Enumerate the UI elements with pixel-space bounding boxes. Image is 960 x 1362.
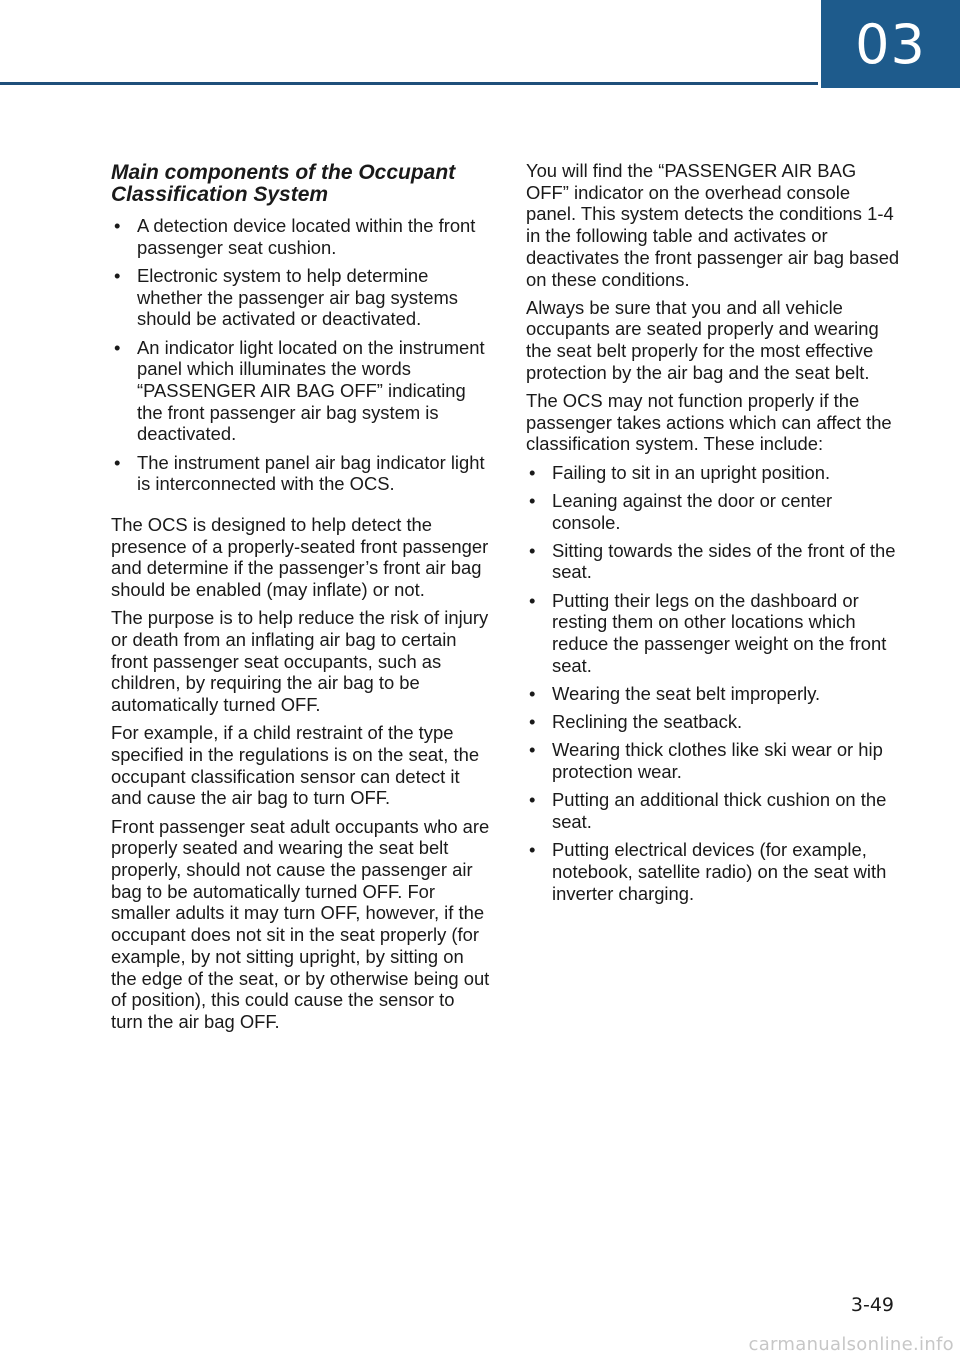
- body-paragraph: Always be sure that you and all vehicle occupants are seated properly and wearing the seat belt properly for the most effective protection by the air bag and the seat belt.: [526, 296, 879, 383]
- body-paragraph: You will find the “PASSENGER AIR BAG OFF” indicator on the overhead console panel. This system detects the conditions 1-4 in the following table and activates or deactivates the front passenger air bag based on these conditions.: [526, 160, 900, 290]
- bullet-icon: •: [114, 215, 121, 236]
- list-item: [526, 789, 904, 832]
- list-item: [526, 711, 904, 733]
- list-item-text: Electronic system to help determine whether the passenger air bag systems should be activated or deactivated.: [137, 264, 458, 330]
- list-item: [526, 490, 904, 533]
- list-item-text: Putting their legs on the dashboard or resting them on other locations which reduce the passenger weight on the front seat.: [552, 589, 887, 676]
- list-item-text: The instrument panel air bag indicator light is interconnected with the OCS.: [137, 451, 485, 495]
- watermark-text: carmanualsonline.info: [748, 1334, 954, 1355]
- list-item: [111, 215, 491, 258]
- bullet-icon: •: [529, 839, 536, 861]
- list-item: [111, 265, 491, 330]
- list-item: [111, 337, 491, 446]
- list-item-text: Wearing thick clothes like ski wear or hip protection wear.: [552, 739, 883, 783]
- chapter-tab: [821, 0, 960, 88]
- body-paragraph: The purpose is to help reduce the risk of injury or death from an inflating air bag to certain front passenger seat occupants, such as children, by requiring the air bag to be automatically turned OFF.: [111, 607, 489, 716]
- list-item-text: An indicator light located on the instrument panel which illuminates the words “PASSENGER AIR BAG OFF” indicating the front passenger air bag system is deactivated.: [137, 336, 485, 445]
- body-paragraph: Front passenger seat adult occupants who are properly seated and wearing the seat belt properly, should not cause the passenger air bag to be automatically turned OFF. For smaller adults it may turn OFF, however, if the occupant does not sit in the seat properly (for example, by not sitting upright, by sitting on the edge of the seat, or by otherwise being out of position), this could cause the sensor to turn the air bag OFF.: [111, 815, 490, 1032]
- list-item: [526, 540, 904, 583]
- list-item: [526, 739, 904, 782]
- list-item-text: Reclining the seatback.: [552, 711, 743, 733]
- left-column: [111, 160, 491, 1039]
- list-item-text: Failing to sit in an upright position.: [552, 461, 831, 483]
- bullet-icon: •: [529, 739, 536, 761]
- bullet-icon: •: [529, 539, 536, 561]
- header-rule: [0, 82, 818, 85]
- page-number: 3-49: [850, 1294, 894, 1316]
- right-column: [526, 160, 904, 911]
- chapter-number: 03: [855, 12, 926, 76]
- conditions-list: [526, 462, 904, 905]
- bullet-icon: •: [114, 264, 121, 286]
- list-item-text: Putting electrical devices (for example, notebook, satellite radio) on the seat with inverter charging.: [552, 839, 887, 904]
- body-paragraph: The OCS may not function properly if the passenger takes actions which can affect the classification system. These include:: [526, 390, 892, 455]
- list-item-text: Wearing the seat belt improperly.: [552, 682, 821, 704]
- bullet-icon: •: [529, 589, 536, 611]
- list-item-text: A detection device located within the front passenger seat cushion.: [137, 215, 476, 258]
- list-item: [111, 452, 491, 495]
- bullet-icon: •: [529, 682, 536, 704]
- bullet-icon: •: [114, 451, 121, 473]
- list-item: [526, 839, 904, 904]
- body-paragraph: For example, if a child restraint of the type specified in the regulations is on the seat, the occupant classification sensor can detect it and cause the air bag to turn OFF.: [111, 722, 480, 809]
- body-paragraph: The OCS is designed to help detect the presence of a properly-seated front passenger and determine if the passenger’s front air bag should be enabled (may inflate) or not.: [111, 513, 489, 601]
- section-heading: Main components of the Occupant Classification System: [111, 161, 456, 206]
- list-item-text: Sitting towards the sides of the front of the seat.: [552, 539, 896, 583]
- list-item: [526, 462, 904, 484]
- bullet-icon: •: [529, 489, 536, 511]
- components-list: [111, 215, 491, 495]
- bullet-icon: •: [529, 461, 536, 483]
- bullet-icon: •: [529, 789, 536, 811]
- bullet-icon: •: [529, 711, 536, 733]
- bullet-icon: •: [114, 336, 121, 358]
- list-item-text: Leaning against the door or center console.: [552, 489, 833, 533]
- list-item: [526, 683, 904, 705]
- list-item-text: Putting an additional thick cushion on the seat.: [552, 789, 887, 832]
- list-item: [526, 590, 904, 677]
